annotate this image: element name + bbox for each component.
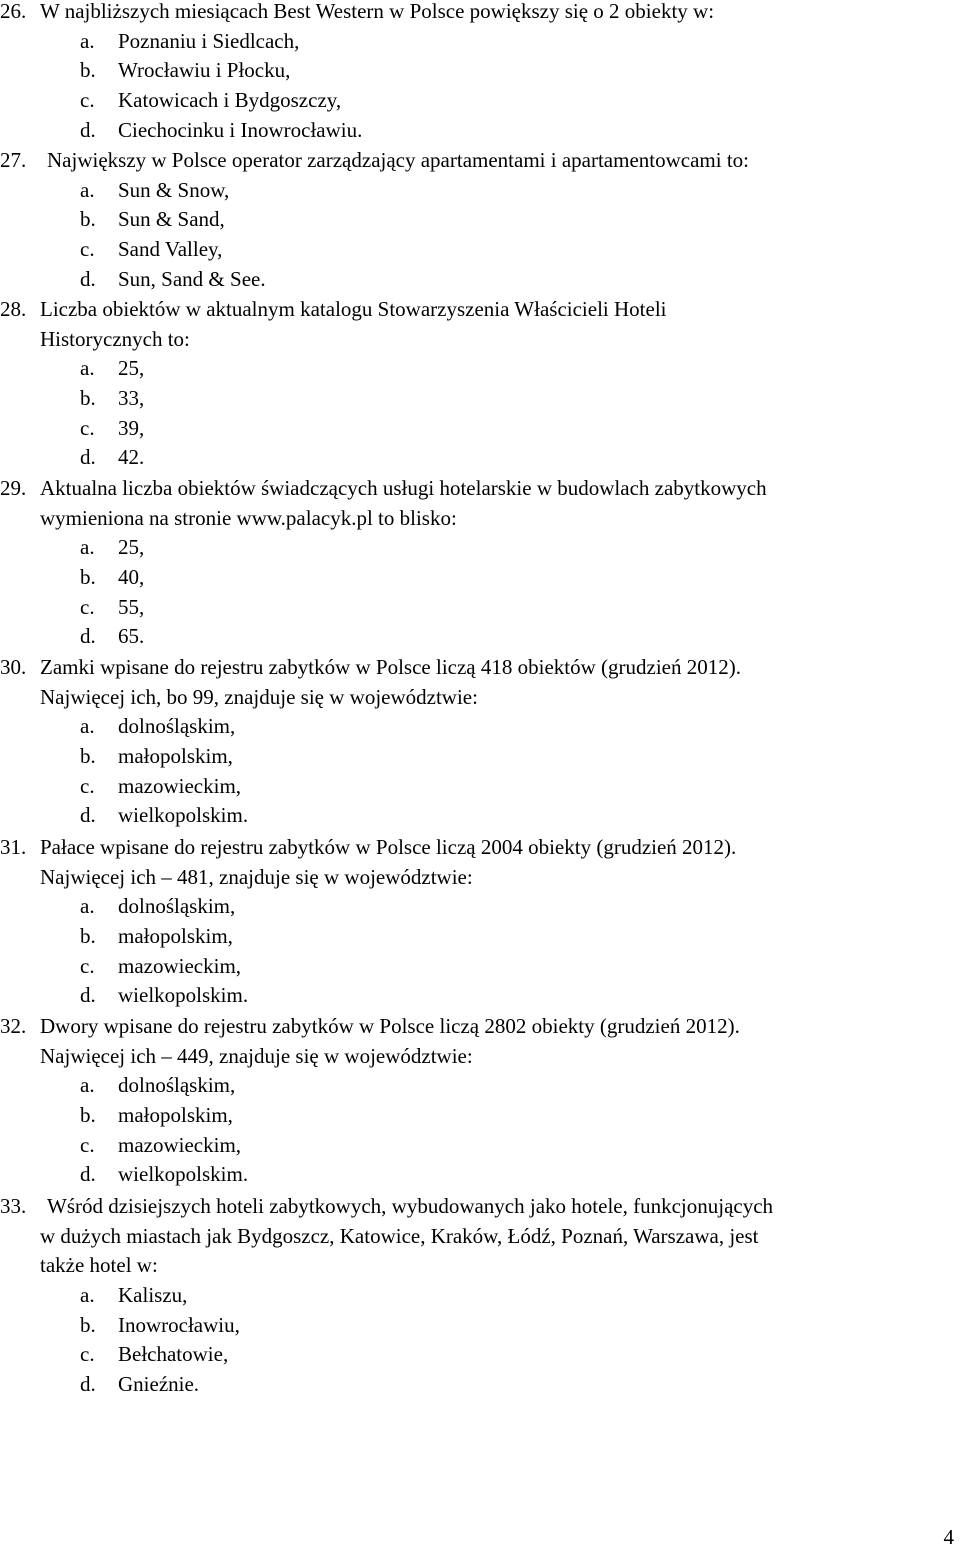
question-28 — [0, 295, 942, 473]
option-text: dolnośląskim, — [118, 1073, 236, 1098]
option-letter: a. — [80, 1283, 95, 1308]
answer-option-d[interactable] — [0, 1370, 942, 1400]
option-letter: c. — [80, 594, 95, 619]
question-27 — [0, 146, 942, 294]
question-number: 32. — [0, 1014, 27, 1038]
option-letter: c. — [80, 237, 95, 262]
option-text: 65. — [118, 624, 145, 649]
option-text: mazowieckim, — [118, 1132, 242, 1157]
answer-option-a[interactable] — [0, 533, 942, 563]
question-text-continued: w dużych miastach jak Bydgoszcz, Katowice, Kraków, Łódź, Poznań, Warszawa, jest — [40, 1223, 759, 1248]
question-text: Największy w Polsce operator zarządzający apartamentami i apartamentowcami to: — [47, 148, 750, 172]
option-letter: b. — [80, 207, 96, 232]
question-text: Wśród dzisiejszych hoteli zabytkowych, wybudowanych jako hotele, funkcjonujących — [47, 1194, 774, 1218]
option-text: dolnośląskim, — [118, 894, 236, 919]
option-letter: b. — [80, 58, 96, 83]
option-letter: d. — [80, 983, 96, 1008]
option-text: Bełchatowie, — [118, 1342, 229, 1367]
option-letter: d. — [80, 266, 96, 291]
answer-option-b[interactable] — [0, 205, 942, 235]
page-number: 4 — [943, 1525, 954, 1549]
answer-option-a[interactable] — [0, 354, 942, 384]
question-text: Zamki wpisane do rejestru zabytków w Polsce liczą 418 obiektów (grudzień 2012). — [40, 655, 741, 679]
answer-option-b[interactable] — [0, 56, 942, 86]
option-text: Wrocławiu i Płocku, — [118, 58, 291, 83]
option-letter: a. — [80, 28, 95, 53]
answer-option-b[interactable] — [0, 922, 942, 952]
option-letter: b. — [80, 744, 96, 769]
option-text: 55, — [118, 594, 145, 619]
option-letter: d. — [80, 624, 96, 649]
option-text: Poznaniu i Siedlcach, — [118, 28, 300, 53]
answer-option-c[interactable] — [0, 593, 942, 623]
answer-option-b[interactable] — [0, 563, 942, 593]
option-text: mazowieckim, — [118, 953, 242, 978]
option-letter: d. — [80, 1162, 96, 1187]
question-number: 28. — [0, 297, 27, 321]
question-number: 27. — [0, 148, 27, 172]
answer-option-a[interactable] — [0, 27, 942, 57]
option-letter: d. — [80, 803, 96, 828]
option-text: dolnośląskim, — [118, 714, 236, 739]
option-letter: c. — [80, 88, 95, 113]
option-text: małopolskim, — [118, 1103, 233, 1128]
question-31 — [0, 833, 942, 1011]
option-text: Sun, Sand & See. — [118, 266, 266, 291]
question-text-continued: Najwięcej ich – 449, znajduje się w województwie: — [40, 1043, 473, 1068]
question-number: 31. — [0, 835, 27, 859]
question-32 — [0, 1012, 942, 1190]
answer-option-c[interactable] — [0, 1340, 942, 1370]
question-text-continued: Najwięcej ich – 481, znajduje się w województwie: — [40, 864, 473, 889]
option-letter: a. — [80, 356, 95, 381]
question-number: 26. — [0, 0, 27, 23]
question-text: Pałace wpisane do rejestru zabytków w Polsce liczą 2004 obiekty (grudzień 2012). — [40, 835, 737, 859]
option-letter: b. — [80, 386, 96, 411]
answer-option-c[interactable] — [0, 235, 942, 265]
option-letter: d. — [80, 117, 96, 142]
option-text: Sun & Sand, — [118, 207, 225, 232]
option-text: 25, — [118, 535, 145, 560]
answer-option-d[interactable] — [0, 622, 942, 652]
question-number: 33. — [0, 1194, 27, 1218]
question-text: W najbliższych miesiącach Best Western w Polsce powiększy się o 2 obiekty w: — [40, 0, 715, 23]
question-text-continued: także hotel w: — [40, 1253, 158, 1278]
answer-option-a[interactable] — [0, 1071, 942, 1101]
answer-option-b[interactable] — [0, 384, 942, 414]
option-letter: b. — [80, 1312, 96, 1337]
answer-option-d[interactable] — [0, 1160, 942, 1190]
option-text: 39, — [118, 415, 145, 440]
option-letter: c. — [80, 773, 95, 798]
option-letter: b. — [80, 565, 96, 590]
answer-option-d[interactable] — [0, 981, 942, 1011]
option-text: wielkopolskim. — [118, 983, 249, 1008]
option-letter: b. — [80, 924, 96, 949]
answer-option-c[interactable] — [0, 86, 942, 116]
option-text: Katowicach i Bydgoszczy, — [118, 88, 342, 113]
option-text: 33, — [118, 386, 145, 411]
option-letter: d. — [80, 1372, 96, 1397]
question-29 — [0, 474, 942, 652]
question-text: Dwory wpisane do rejestru zabytków w Polsce liczą 2802 obiekty (grudzień 2012). — [40, 1014, 740, 1038]
option-letter: b. — [80, 1103, 96, 1128]
question-text: Liczba obiektów w aktualnym katalogu Stowarzyszenia Właścicieli Hoteli — [40, 297, 667, 321]
option-letter: c. — [80, 953, 95, 978]
question-number: 30. — [0, 655, 27, 679]
option-text: Sun & Snow, — [118, 177, 230, 202]
answer-option-b[interactable] — [0, 1311, 942, 1341]
answer-option-c[interactable] — [0, 952, 942, 982]
answer-option-d[interactable] — [0, 116, 942, 146]
question-33 — [0, 1192, 942, 1400]
option-text: Sand Valley, — [118, 237, 223, 262]
option-letter: a. — [80, 535, 95, 560]
question-text: Aktualna liczba obiektów świadczących usługi hotelarskie w budowlach zabytkowych — [40, 476, 767, 500]
option-text: 40, — [118, 565, 145, 590]
question-number: 29. — [0, 476, 27, 500]
answer-option-b[interactable] — [0, 742, 942, 772]
question-text-continued: wymieniona na stronie www.palacyk.pl to blisko: — [40, 505, 457, 530]
answer-option-d[interactable] — [0, 801, 942, 831]
option-text: małopolskim, — [118, 924, 233, 949]
answer-option-d[interactable] — [0, 443, 942, 473]
option-text: 42. — [118, 445, 145, 470]
option-letter: c. — [80, 415, 95, 440]
option-text: wielkopolskim. — [118, 803, 249, 828]
answer-option-a[interactable] — [0, 1281, 942, 1311]
option-text: mazowieckim, — [118, 773, 242, 798]
option-letter: a. — [80, 714, 95, 739]
option-text: Gnieźnie. — [118, 1372, 200, 1397]
answer-option-a[interactable] — [0, 176, 942, 206]
option-letter: a. — [80, 894, 95, 919]
option-text: 25, — [118, 356, 145, 381]
answer-option-c[interactable] — [0, 1131, 942, 1161]
question-30 — [0, 653, 942, 831]
option-text: małopolskim, — [118, 744, 233, 769]
answer-option-a[interactable] — [0, 712, 942, 742]
answer-option-a[interactable] — [0, 892, 942, 922]
option-letter: a. — [80, 177, 95, 202]
question-26 — [0, 0, 942, 145]
answer-option-c[interactable] — [0, 772, 942, 802]
option-text: Kaliszu, — [118, 1283, 188, 1308]
question-text-continued: Historycznych to: — [40, 326, 190, 351]
answer-option-b[interactable] — [0, 1101, 942, 1131]
option-text: Inowrocławiu, — [118, 1312, 240, 1337]
option-text: wielkopolskim. — [118, 1162, 249, 1187]
answer-option-c[interactable] — [0, 414, 942, 444]
option-letter: d. — [80, 445, 96, 470]
option-text: Ciechocinku i Inowrocławiu. — [118, 117, 363, 142]
option-letter: a. — [80, 1073, 95, 1098]
option-letter: c. — [80, 1132, 95, 1157]
question-text-continued: Najwięcej ich, bo 99, znajduje się w województwie: — [40, 684, 478, 709]
option-letter: c. — [80, 1342, 95, 1367]
answer-option-d[interactable] — [0, 265, 942, 295]
